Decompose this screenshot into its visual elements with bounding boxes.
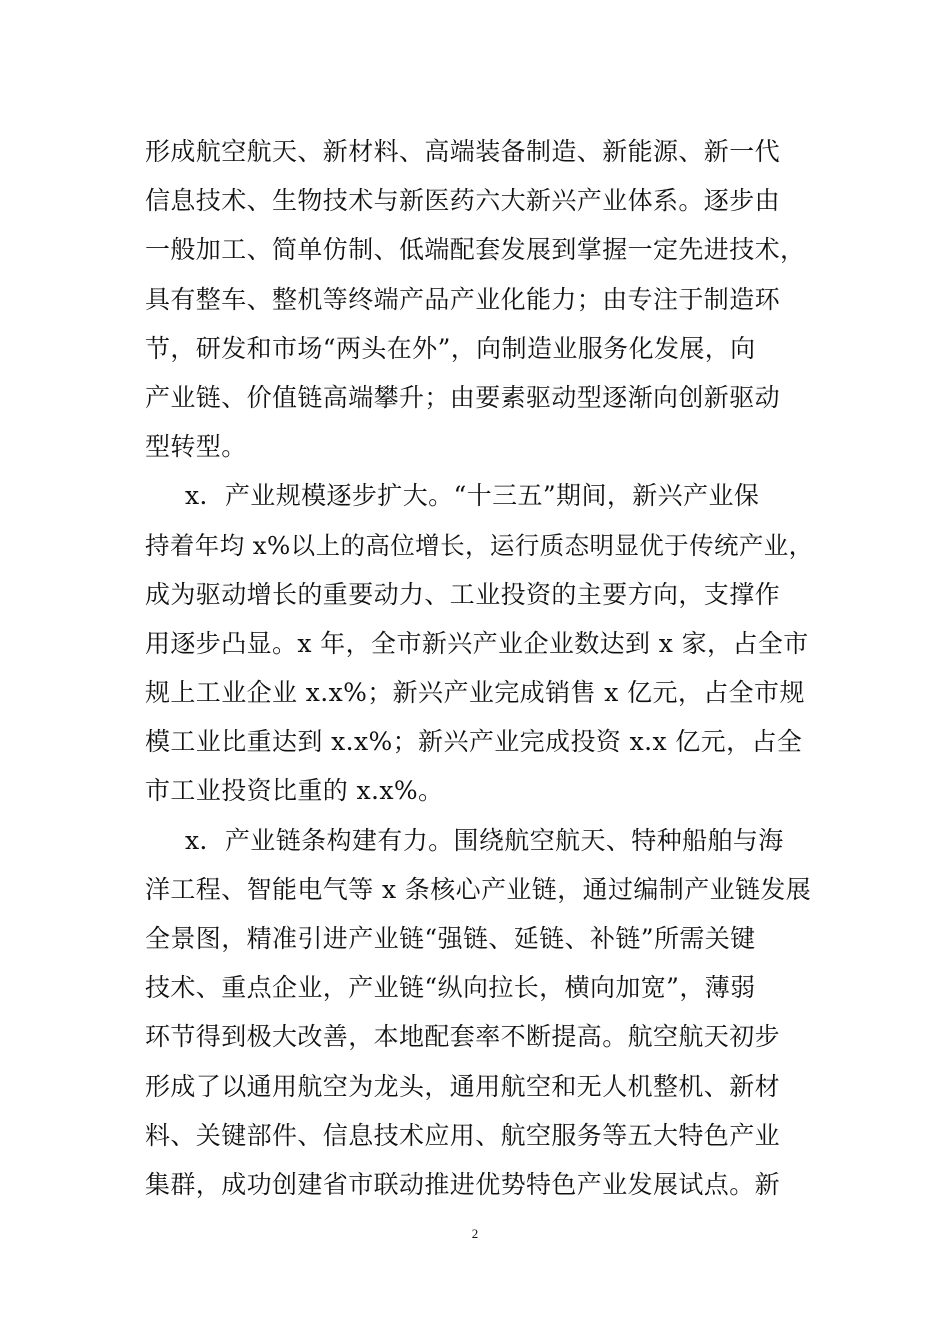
text-line: x．产业链条构建有力。围绕航空航天、特种船舶与海 (185, 825, 784, 855)
text-line: 形成航空航天、新材料、高端装备制造、新能源、新一代 (145, 137, 781, 166)
text-line: 节，研发和市场“两头在外”，向制造业服务化发展，向 (145, 333, 756, 363)
text-line: 持着年均 x%以上的高位增长，运行质态明显优于传统产业， (145, 530, 814, 560)
text-line: 洋工程、智能电气等 x 条核心产业链，通过编制产业链发展 (145, 874, 812, 904)
text-line: 技术、重点企业，产业链“纵向拉长，横向加宽”，薄弱 (145, 973, 756, 1003)
text-line: 具有整车、整机等终端产品产业化能力；由专注于制造环 (145, 284, 781, 314)
text-line: 产业链、价值链高端攀升；由要素驱动型逐渐向创新驱动 (145, 382, 781, 412)
text-line: 信息技术、生物技术与新医药六大新兴产业体系。逐步由 (145, 186, 781, 216)
text-line: 全景图，精准引进产业链“强链、延链、补链”所需关键 (145, 924, 756, 953)
text-line: 形成了以通用航空为龙头，通用航空和无人机整机、新材 (145, 1071, 781, 1101)
text-line: 一般加工、简单仿制、低端配套发展到掌握一定先进技术， (145, 235, 806, 265)
text-line: 型转型。 (145, 432, 247, 462)
page-number: 2 (471, 1226, 479, 1241)
text-line: 模工业比重达到 x.x%；新兴产业完成投资 x.x 亿元，占全 (145, 727, 803, 757)
body-text (145, 127, 815, 1209)
text-line: 成为驱动增长的重要动力、工业投资的主要方向，支撑作 (145, 579, 781, 609)
text-line: 规上工业企业 x.x%；新兴产业完成销售 x 亿元，占全市规 (145, 678, 805, 708)
text-line: 料、关键部件、信息技术应用、航空服务等五大特色产业 (145, 1120, 781, 1150)
text-line: 市工业投资比重的 x.x%。 (145, 776, 444, 806)
text-line: 用逐步凸显。x 年，全市新兴产业企业数达到 x 家，占全市 (145, 628, 809, 658)
text-line: 集群，成功创建省市联动推进优势特色产业发展试点。新 (145, 1169, 781, 1199)
text-line: x．产业规模逐步扩大。“十三五”期间，新兴产业保 (185, 481, 760, 511)
text-line: 环节得到极大改善，本地配套率不断提高。航空航天初步 (145, 1022, 781, 1052)
